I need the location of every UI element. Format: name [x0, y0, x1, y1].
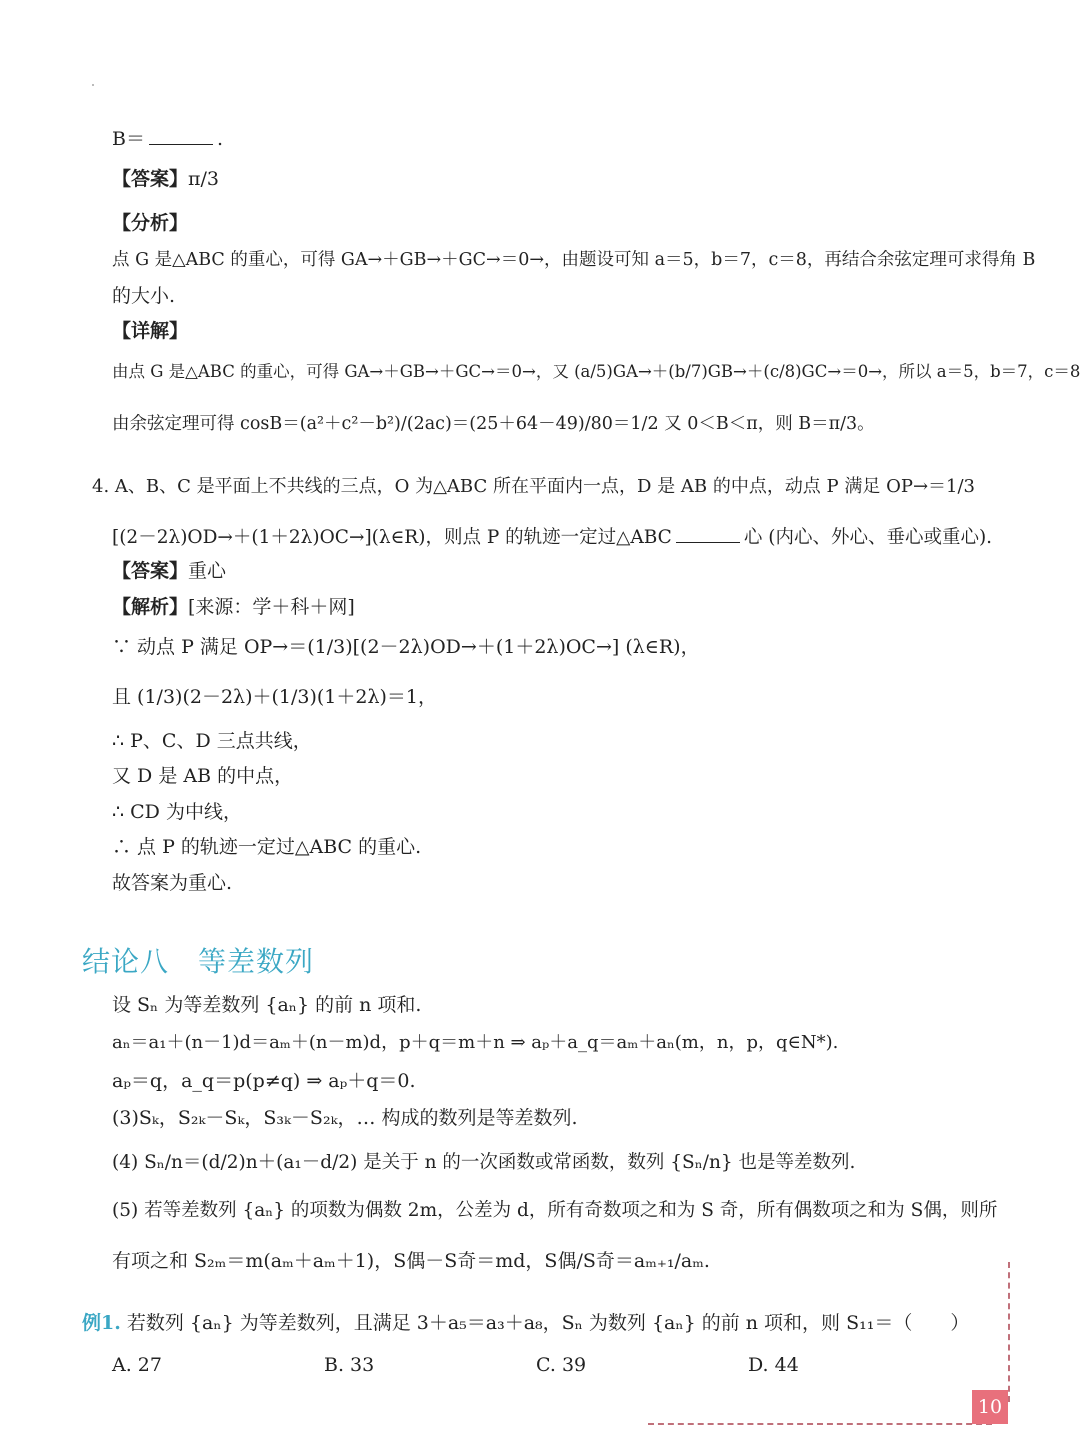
problem4-answer-row [112, 560, 226, 583]
page-number-badge: 10 [972, 1390, 1008, 1424]
analysis-line-1: 点 G 是△ABC 的重心，可得 GA→＋GB→＋GC→＝0→，由题设可知 a＝5，b＝7，c＝8，再结合余弦定理可求得角 B [112, 250, 1036, 270]
solution-step-3: ∴ P、C、D 三点共线， [112, 730, 312, 752]
detail-line-1: 由点 G 是△ABC 的重心，可得 GA→＋GB→＋GC→＝0→，又 (a/5)GA→＋(b/7)GB→＋(c/8)GC→＝0→，所以 a＝5，b＝7，c＝8 [112, 362, 1080, 381]
problem4-solution-source: [来源：学＋科＋网] [188, 596, 355, 618]
analysis-tag [112, 212, 188, 235]
b-line-end: . [216, 128, 224, 150]
solution-step-5: ∴ CD 为中线， [112, 801, 242, 823]
example-label: 例1. [82, 1312, 121, 1334]
solution-step-2: 且 (1/3)(2－2λ)＋(1/3)(1＋2λ)＝1， [112, 686, 438, 708]
option-c[interactable]: C. 39 [536, 1354, 587, 1376]
problem4-line-2a: [(2－2λ)OD→＋(1＋2λ)OC→](λ∈R)，则点 P 的轨迹一定过△ABC [112, 527, 672, 548]
answer-tag: 【答案】 [112, 168, 189, 190]
example-options [112, 1354, 872, 1382]
problem4-line-2 [112, 524, 992, 549]
answer-blank [149, 126, 213, 145]
solution-step-6: ∴ 点 P 的轨迹一定过△ABC 的重心. [112, 836, 422, 858]
detail-tag-text: 【详解】 [112, 320, 189, 342]
solution-step-7: 故答案为重心. [112, 872, 233, 894]
example-question: 若数列 {aₙ} 为等差数列，且满足 3＋a₅＝a₃＋a₈，Sₙ 为数列 {aₙ} 的前 n 项和，则 S₁₁＝（ ） [126, 1312, 970, 1334]
dashed-border-right [1008, 1262, 1010, 1402]
option-d[interactable]: D. 44 [748, 1354, 799, 1376]
section-title: 结论八 等差数列 [82, 945, 315, 978]
problem4-line-2b: 心 (内心、外心、垂心或重心). [743, 527, 993, 548]
example-question-row [82, 1312, 969, 1335]
problem4-line-1: 4. A、B、C 是平面上不共线的三点，O 为△ABC 所在平面内一点，D 是 AB 的中点，动点 P 满足 OP→＝1/3 [92, 476, 976, 497]
scan-speck [92, 84, 94, 86]
problem4-blank [676, 524, 740, 543]
dashed-border-bottom [648, 1423, 992, 1425]
analysis-line-2: 的大小. [112, 285, 176, 307]
problem4-answer-value: 重心 [188, 560, 227, 582]
section-intro: 设 Sₙ 为等差数列 {aₙ} 的前 n 项和. [112, 994, 422, 1016]
b-line-label: B＝ [112, 128, 145, 150]
option-b[interactable]: B. 33 [324, 1354, 375, 1376]
formula-item-1: aₙ＝a₁＋(n－1)d＝aₘ＋(n－m)d，p＋q＝m＋n ⇒ aₚ＋a_q＝aₘ＋aₙ(m，n，p，q∈N*). [112, 1032, 839, 1053]
solution-step-4: 又 D 是 AB 的中点， [112, 765, 294, 787]
option-a[interactable]: A. 27 [112, 1354, 162, 1376]
detail-tag [112, 320, 188, 343]
formula-item-5: (5) 若等差数列 {aₙ} 的项数为偶数 2m，公差为 d，所有奇数项之和为 S 奇，所有偶数项之和为 S偶，则所 [112, 1200, 998, 1221]
answer-value: π/3 [188, 168, 219, 190]
problem4-solution-tag: 【解析】 [112, 596, 189, 618]
solution-step-1: ∵ 动点 P 满足 OP→＝(1/3)[(2－2λ)OD→＋(1＋2λ)OC→] (λ∈R)， [112, 636, 700, 658]
detail-line-2: 由余弦定理可得 cosB＝(a²＋c²－b²)/(2ac)＝(25＋64－49)/80＝1/2 又 0＜B＜π，则 B＝π/3。 [112, 414, 875, 434]
formula-item-3: (3)Sₖ，S₂ₖ－Sₖ，S₃ₖ－S₂ₖ，… 构成的数列是等差数列. [112, 1107, 578, 1129]
b-answer-line [112, 126, 223, 151]
formula-item-4: (4) Sₙ/n＝(d/2)n＋(a₁－d/2) 是关于 n 的一次函数或常函数，数列 {Sₙ/n} 也是等差数列. [112, 1152, 856, 1173]
formula-item-6: 有项之和 S₂ₘ＝m(aₘ＋aₘ＋1)，S偶－S奇＝md，S偶/S奇＝aₘ₊₁/aₘ. [112, 1250, 710, 1272]
analysis-tag-text: 【分析】 [112, 212, 189, 234]
problem4-solution-row [112, 596, 355, 619]
formula-item-2: aₚ＝q，a_q＝p(p≠q) ⇒ aₚ＋q＝0. [112, 1070, 416, 1092]
answer-row [112, 168, 219, 191]
problem4-answer-tag: 【答案】 [112, 560, 189, 582]
